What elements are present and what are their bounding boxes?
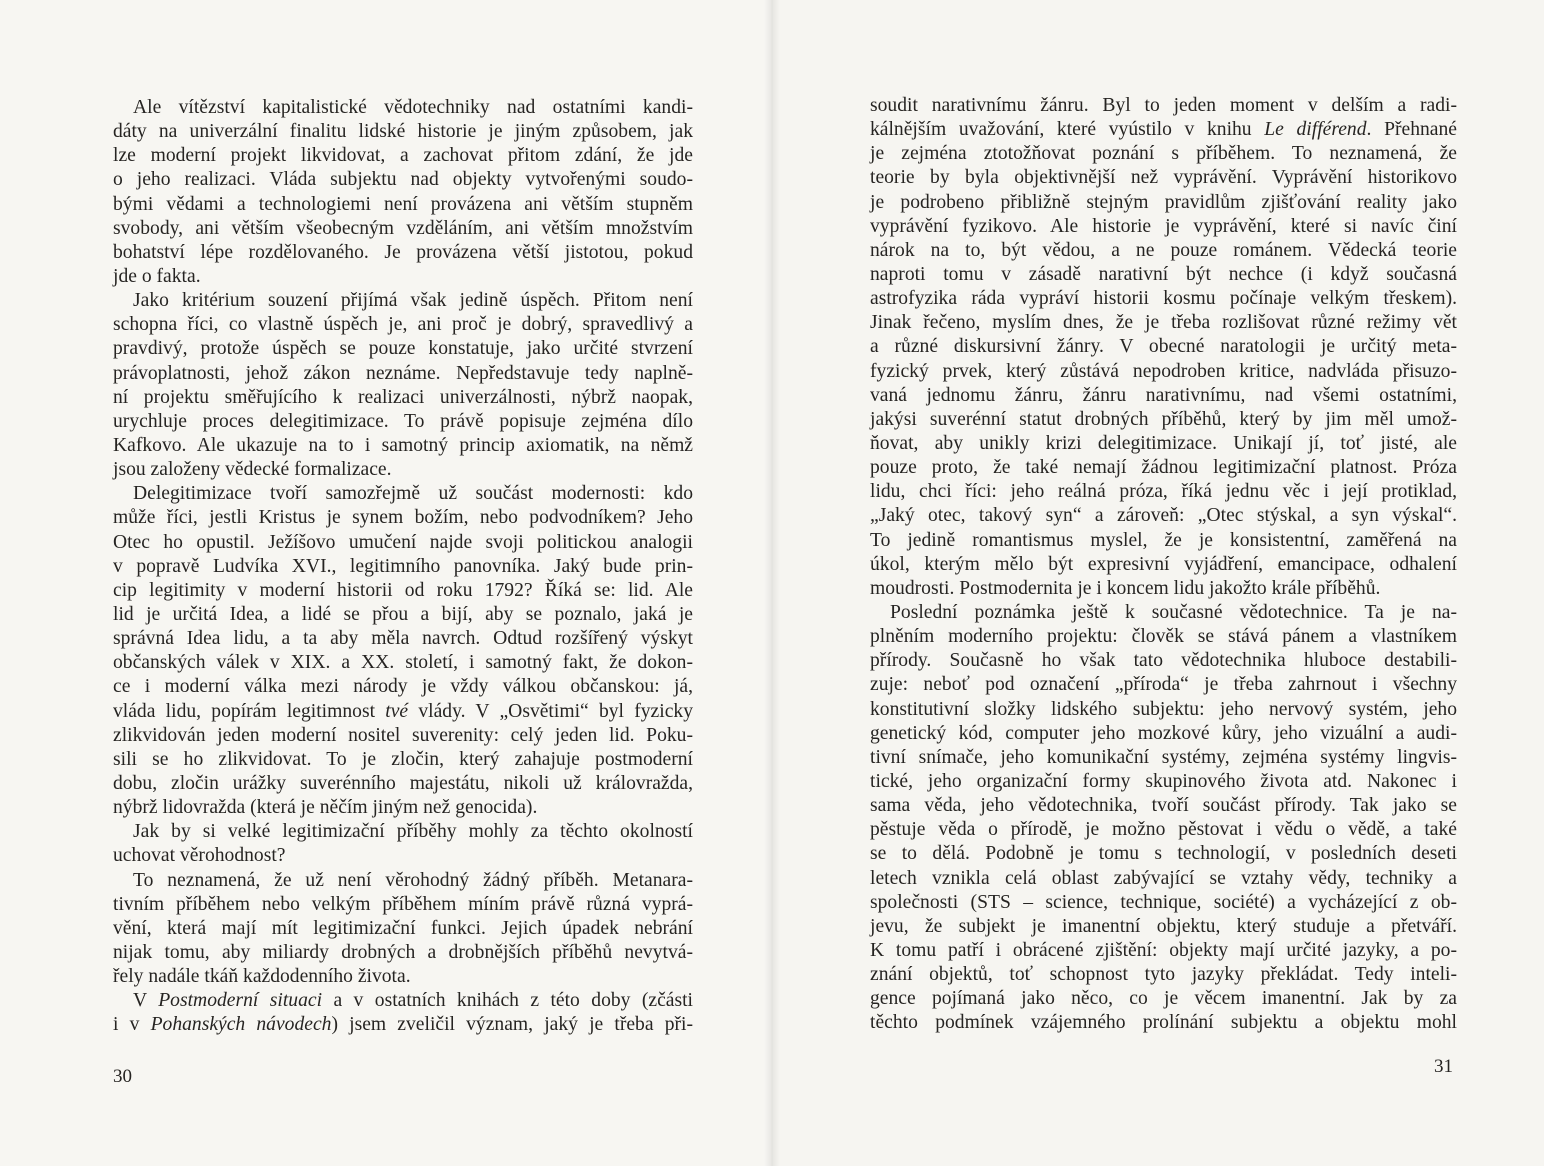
text-line: jde o fakta. bbox=[113, 265, 201, 287]
text-line: lze moderní projekt likvidovat, a zachovat přitom zdání, že jde bbox=[113, 145, 693, 167]
text-line: nýbrž lidovražda (která je něčím jiným než genocida). bbox=[113, 797, 538, 819]
text-line: genetický kód, computer jeho mozkové kůry, jeho vizuální a audi- bbox=[870, 722, 1457, 744]
text-line: Jak by si velké legitimizační příběhy mohly za těchto okolností bbox=[133, 821, 693, 843]
text-line: správná Idea lidu, a ta aby měla navrch. Odtud rozšířený výskyt bbox=[113, 628, 693, 650]
text-line: Ale vítězství kapitalistické vědotechniky nad ostatními kandi- bbox=[133, 97, 693, 118]
text-line: tivní snímače, jeho komunikační systémy, zejména systémy lingvis- bbox=[870, 746, 1457, 768]
right-page-text bbox=[870, 94, 1457, 1035]
text-line: právoplatnosti, jehož zákon neznáme. Nepředstavuje tedy naplně- bbox=[113, 362, 693, 384]
book-gutter bbox=[764, 0, 780, 1166]
text-line: sama věda, jeho vědotechnika, tvoří součást přírody. Tak jako se bbox=[870, 795, 1457, 817]
text-line: o jeho realizaci. Vláda subjektu nad objekty vytvořenými soudo- bbox=[113, 169, 693, 191]
text-line: moudrosti. Postmodernita je i koncem lidu jakožto krále příběhů. bbox=[870, 577, 1381, 599]
text-line: bohatství lépe rozdělovaného. Je provázena větší jistotou, pokud bbox=[113, 241, 693, 263]
text-line: Jako kritérium souzení přijímá však jedině úspěch. Přitom není bbox=[133, 290, 693, 312]
text-line: teorie by byla objektivnější než vyprávění. Vyprávění historikovo bbox=[870, 167, 1457, 189]
text-line: pravdivý, protože úspěch se pouze konstatuje, jako určité stvrzení bbox=[113, 338, 693, 360]
text-line: letech vznikla celá oblast zabývající se vztahy vědy, techniky a bbox=[870, 867, 1457, 889]
text-line: Kafkovo. Ale ukazuje na to i samotný princip axiomatik, na němž bbox=[113, 434, 693, 456]
text-line: těchto podmínek vzájemného prolínání subjektu a objektu mohl bbox=[870, 1012, 1457, 1034]
text-line: a různé diskursivní žánry. V obecné naratologii je určitý meta- bbox=[870, 336, 1457, 358]
text-line: uchovat věrohodnost? bbox=[113, 845, 286, 867]
text-line: vění, která mají mít legitimizační funkci. Jejich úpadek nebrání bbox=[113, 917, 693, 939]
text-line: tivním příběhem nebo velkým příběhem míním právě různá vyprá- bbox=[113, 893, 693, 915]
text-line: To neznamená, že už není věrohodný žádný příběh. Metanara- bbox=[133, 869, 693, 891]
text-line: dobu, zločin urážky suverénního majestátu, nikoli už královražda, bbox=[113, 772, 693, 794]
text-line: řely nadále tkáň každodenního života. bbox=[113, 966, 411, 988]
text-line: vaná jednomu žánru, žánru narativnímu, nad všemi ostatními, bbox=[870, 384, 1457, 406]
text-line: znání objektů, toť schopnost tyto jazyky překládat. Tedy inteli- bbox=[870, 964, 1457, 986]
text-line: lid je určitá Idea, a lidé se přou a bijí, aby se poznalo, jaká je bbox=[113, 603, 693, 625]
text-line: Otec ho opustil. Ježíšovo umučení najde svoji politickou analogii bbox=[113, 531, 693, 553]
page-number-right: 31 bbox=[1434, 1056, 1453, 1077]
text-line: V Postmoderní situaci a v ostatních knihách z této doby (zčásti bbox=[133, 990, 693, 1012]
text-line: úkol, kterým mělo být expresivní vyjádření, emancipace, odhalení bbox=[870, 553, 1457, 575]
text-line: tické, jeho organizační formy skupinového života atd. Nakonec i bbox=[870, 770, 1457, 792]
text-line: jakýsi suverénní statut drobných příběhů, který by jim měl umož- bbox=[870, 408, 1457, 430]
text-line: společnosti (STS – science, technique, société) a vycházející z ob- bbox=[870, 891, 1457, 913]
text-line: Poslední poznámka ještě k současné vědotechnice. Ta je na- bbox=[890, 601, 1457, 623]
text-line: vyprávění fyzikovo. Ale historie je vyprávění, které si navíc činí bbox=[870, 215, 1457, 237]
text-line: plněním moderního projektu: člověk se stává pánem a vlastníkem bbox=[870, 626, 1457, 648]
text-line: soudit narativnímu žánru. Byl to jeden moment v delším a radi- bbox=[870, 95, 1457, 116]
text-line: je zejména ztotožňovat poznání s příběhem. To neznamená, že bbox=[870, 143, 1457, 165]
text-line: zlikvidován jeden moderní nositel suverenity: celý jeden lid. Poku- bbox=[113, 724, 693, 746]
text-line: vláda lidu, popírám legitimnost tvé vlády. V „Osvětimi“ byl fyzicky bbox=[113, 700, 693, 722]
text-line: konstitutivní složky lidského subjektu: jeho nervový systém, jeho bbox=[870, 698, 1457, 720]
text-line: „Jaký otec, takový syn“ a zároveň: „Otec stýskal, a syn výskal“. bbox=[870, 505, 1457, 527]
text-line: lidu, chci říci: jeho reálná próza, říká jednu věc i její protiklad, bbox=[870, 481, 1457, 503]
text-line: schopna říci, co vlastně úspěch je, ani proč je dobrý, spravedlivý a bbox=[113, 314, 693, 336]
text-line: jevu, že subjekt je imanentní objektu, který studuje a přetváří. bbox=[870, 915, 1457, 937]
text-line: bými vědami a technologiemi není provázena ani větším stupněm bbox=[113, 193, 693, 215]
text-line: ní projektu směřujícího k realizaci univerzálnosti, nýbrž naopak, bbox=[113, 386, 693, 408]
text-line: v popravě Ludvíka XVI., legitimního panovníka. Jaký bude prin- bbox=[113, 555, 693, 577]
text-line: nárok na to, být vědou, a ne pouze románem. Vědecká teorie bbox=[870, 239, 1457, 261]
text-line: jsou založeny vědecké formalizace. bbox=[113, 459, 392, 481]
text-line: sili se ho zlikvidovat. To je zločin, který zahajuje postmoderní bbox=[113, 748, 693, 770]
text-line: ňovat, aby unikly krizi delegitimizace. Unikají jí, toť jisté, ale bbox=[870, 432, 1457, 454]
text-line: To jedině romantismus myslel, že je konsistentní, zaměřená na bbox=[870, 529, 1457, 551]
text-line: je podrobeno přibližně stejným pravidlům zjišťování reality jako bbox=[870, 191, 1457, 213]
text-line: pouze proto, že také nemají žádnou legitimizační platnost. Próza bbox=[870, 457, 1457, 479]
text-line: ce i moderní válka mezi národy je vždy válkou občanskou: já, bbox=[113, 676, 693, 698]
text-line: svobody, ani větším všeobecným vzděláním, ani větším množstvím bbox=[113, 217, 693, 239]
text-line: cip legitimity v moderní historii od roku 1792? Říká se: lid. Ale bbox=[113, 579, 693, 601]
text-line: přírody. Současně ho však tato vědotechnika hluboce destabili- bbox=[870, 650, 1457, 672]
text-line: dáty na univerzální finalitu lidské historie je jiným způsobem, jak bbox=[113, 121, 693, 143]
text-line: gence pojímaná jako něco, co je věcem imanentní. Jak by za bbox=[870, 988, 1457, 1010]
page-number-left: 30 bbox=[113, 1066, 132, 1087]
text-line: nijak tomu, aby miliardy drobných a drobnějších příběhů nevytvá- bbox=[113, 941, 693, 963]
text-line: astrofyzika ráda vypráví historii kosmu počínaje velkým třeskem). bbox=[870, 288, 1457, 310]
text-line: K tomu patří i obrácené zjištění: objekty mají určité jazyky, a po- bbox=[870, 939, 1457, 961]
text-line: občanských válek v XIX. a XX. století, i samotný fakt, že dokon- bbox=[113, 652, 693, 674]
text-line: zuje: neboť pod označení „příroda“ je třeba zahrnout i všechny bbox=[870, 674, 1457, 696]
right-page bbox=[772, 0, 1544, 1166]
text-line: kálnějším uvažování, které vyústilo v knihu Le différend. Přehnané bbox=[870, 119, 1457, 141]
text-line: i v Pohanských návodech) jsem zveličil význam, jaký je třeba při- bbox=[113, 1014, 693, 1036]
text-line: se to dělá. Podobně je tomu s technologií, v posledních deseti bbox=[870, 843, 1457, 865]
text-line: Delegitimizace tvoří samozřejmě už součást modernosti: kdo bbox=[133, 483, 693, 505]
text-line: pěstuje věda o přírodě, je možno pěstovat i vědu o vědě, a také bbox=[870, 819, 1457, 841]
text-line: Jinak řečeno, myslím dnes, že je třeba rozlišovat různé režimy vět bbox=[870, 312, 1457, 334]
left-page-text bbox=[113, 96, 693, 1037]
text-line: fyzický prvek, který zůstává nepodroben kritice, nadvláda přisuzo- bbox=[870, 360, 1457, 382]
text-line: naproti tomu v zásadě narativní být nechce (i když současná bbox=[870, 263, 1457, 285]
text-line: může říci, jestli Kristus je synem božím, nebo podvodníkem? Jeho bbox=[113, 507, 693, 529]
text-line: urychluje proces delegitimizace. To právě popisuje zejména dílo bbox=[113, 410, 693, 432]
